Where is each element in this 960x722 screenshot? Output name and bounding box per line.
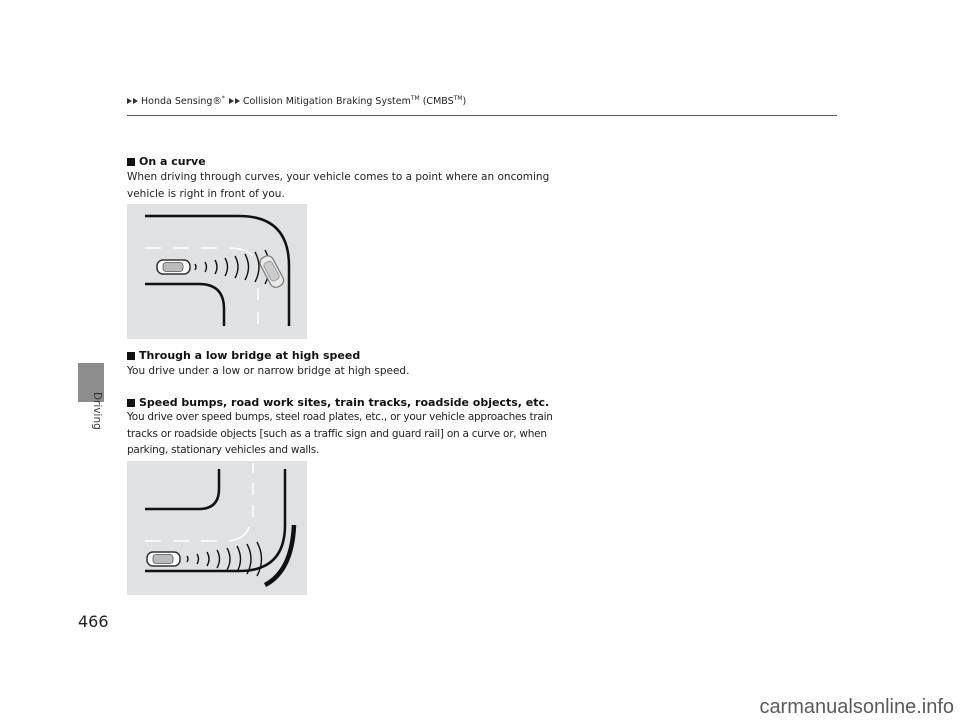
breadcrumb-close-paren: ) — [462, 96, 467, 108]
heading-text: Speed bumps, road work sites, train tracks, roadside objects, etc. — [139, 396, 550, 409]
heading-text: On a curve — [139, 155, 206, 168]
section-body-on-a-curve: When driving through curves, your vehicle comes to a point where an oncoming vehicle is right in front of you. — [127, 171, 550, 200]
radar-waves-icon — [195, 250, 270, 284]
breadcrumb-arrow-icon — [235, 98, 240, 104]
breadcrumb-item-cmbs: Collision Mitigation Braking System — [242, 96, 411, 108]
inner-road-edge — [145, 284, 224, 326]
breadcrumb-arrow-icon — [229, 98, 234, 104]
curve-diagram-svg — [127, 204, 307, 339]
breadcrumb-tm: TM — [410, 95, 420, 102]
breadcrumb-item-honda-sensing: Honda Sensing® — [141, 96, 222, 108]
guard-rail-diagram-svg — [127, 461, 307, 595]
breadcrumb-asterisk: * — [221, 95, 225, 102]
oncoming-vehicle-icon — [258, 254, 286, 290]
watermark: carmanualsonline.info — [759, 696, 954, 718]
section-heading-speed-bumps — [127, 396, 549, 409]
own-vehicle-icon — [157, 260, 190, 274]
breadcrumb-arrow-icon — [133, 98, 138, 104]
breadcrumb-arrow-icon — [127, 98, 132, 104]
heading-square-icon — [127, 352, 135, 360]
curve-illustration — [127, 204, 307, 339]
chapter-label: Driving — [91, 392, 103, 430]
heading-square-icon — [127, 399, 135, 407]
page-number: 466 — [78, 612, 109, 631]
breadcrumb-cmbs-abbrev: (CMBS — [419, 96, 454, 108]
inner-road-edge — [145, 469, 219, 509]
breadcrumb — [127, 95, 470, 107]
section-body-low-bridge: You drive under a low or narrow bridge at high speed. — [127, 365, 410, 377]
section-heading-on-a-curve — [127, 155, 206, 168]
center-line-dashes — [145, 463, 253, 541]
guard-rail — [265, 525, 294, 585]
header-divider — [127, 115, 837, 116]
breadcrumb-tm2: TM — [453, 95, 463, 102]
guard-rail-illustration — [127, 461, 307, 595]
section-heading-low-bridge — [127, 349, 360, 362]
heading-text: Through a low bridge at high speed — [139, 349, 361, 362]
own-vehicle-icon — [147, 552, 180, 566]
heading-square-icon — [127, 158, 135, 166]
section-body-speed-bumps: You drive over speed bumps, steel road plates, etc., or your vehicle approaches train tracks or roadside objects [such as a traffic sign and guard rail] on a curve or, when parking, stationary vehicles and walls. — [127, 411, 553, 456]
